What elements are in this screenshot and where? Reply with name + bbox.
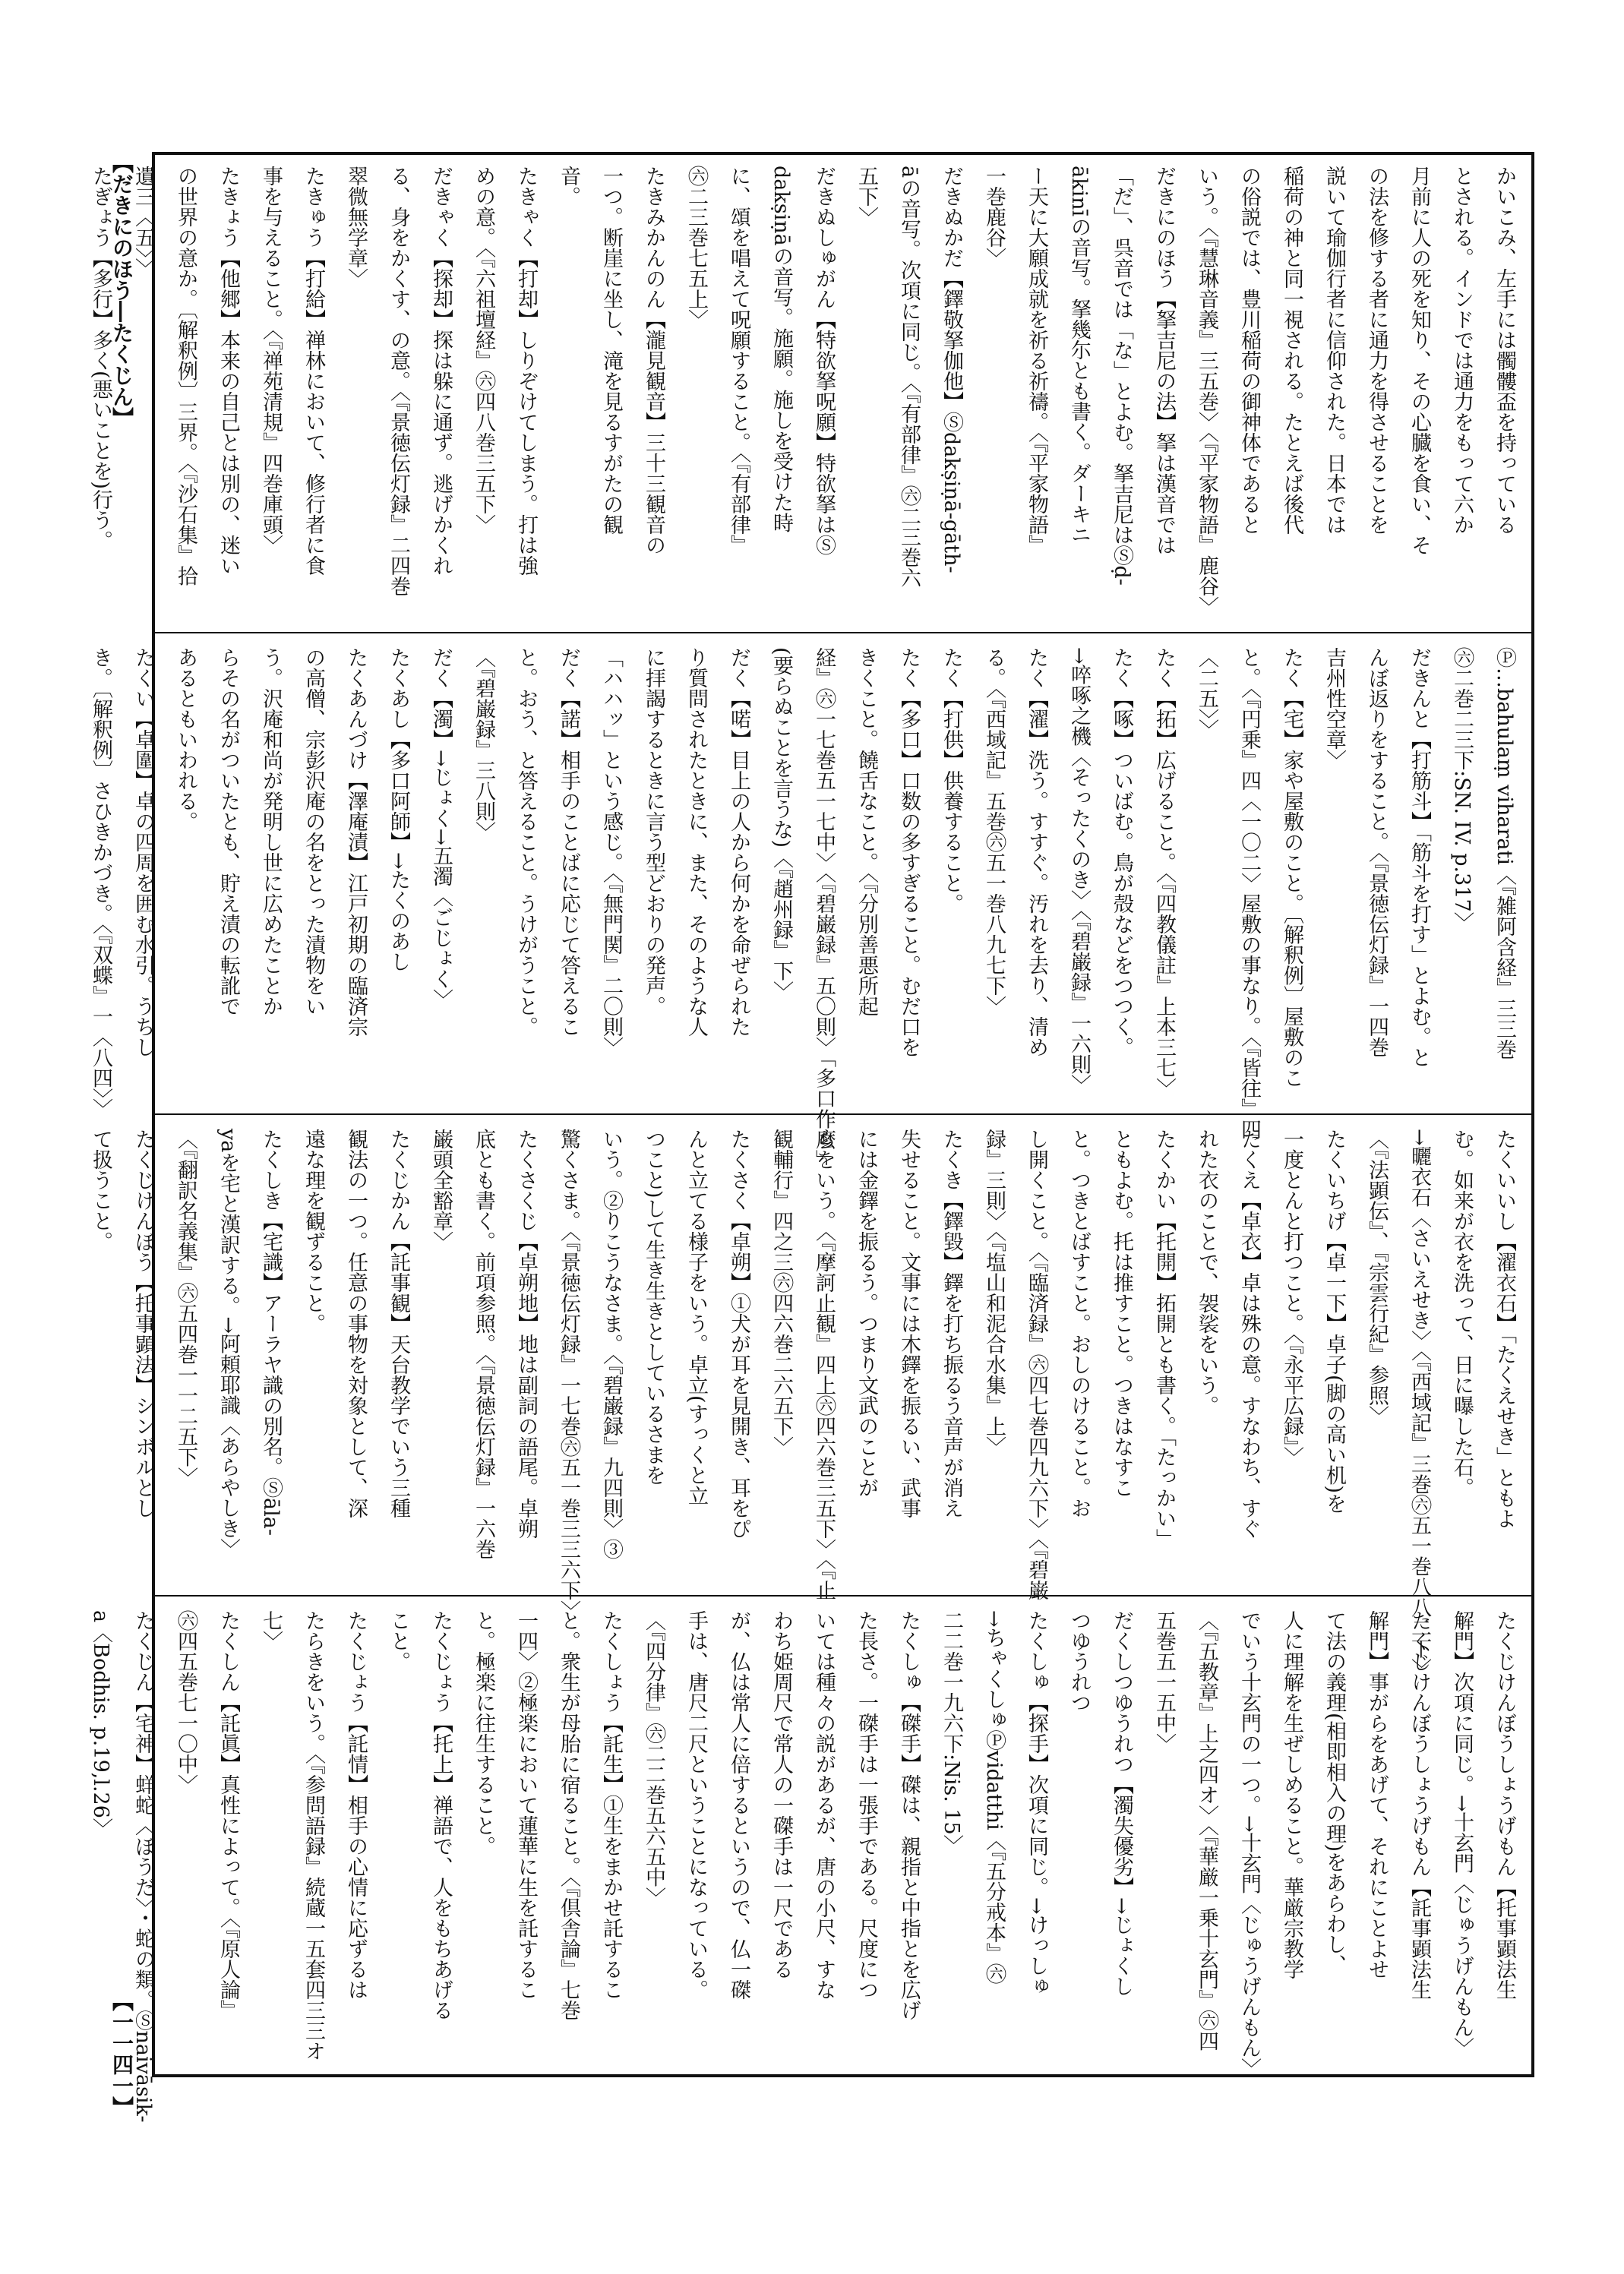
text-column: 「だ」、呉音では「な」とよむ。拏吉尼はⓈḍ- bbox=[1110, 166, 1133, 586]
text-column: dakṣiṇāの音写。施願。施しを受けた時 bbox=[769, 166, 793, 533]
text-column: たくいいし【濯衣石】「たくえせき」ともよ bbox=[1493, 1129, 1516, 1529]
text-column: 手は、唐尺二尺ということになっている。 bbox=[684, 1610, 708, 2000]
text-column: んと立てる様子をいう。卓立(すっくと立 bbox=[684, 1129, 708, 1506]
text-column: だく【諾】相手のことばに応じて答えるこ bbox=[557, 647, 580, 1037]
text-column: 底とも書く。前項参照。〈『景徳伝灯録』一六巻 bbox=[472, 1129, 495, 1559]
text-column: たくしゅ【探手】次項に同じ。→けっしゅ bbox=[1025, 1610, 1048, 1997]
text-column: 観法の一つ。任意の事物を対象として、深 bbox=[344, 1129, 368, 1518]
text-column: たくじん【宅神】蛘蛇〈ぼうだ〉・蛇の類。Ⓢnaivāsik- bbox=[131, 1610, 155, 2123]
text-column: 七〉 bbox=[259, 1610, 283, 1651]
page-number: 【一一四一】 bbox=[109, 1990, 134, 2118]
text-column: たく【拓】広げること。〈『四教儀註』上本三七〉 bbox=[1152, 647, 1176, 1098]
text-column: だく【喏】目上の人から何かを命ぜられた bbox=[727, 647, 750, 1037]
text-column: の法を修する者に通力を得させることを bbox=[1365, 166, 1389, 535]
text-column: →ちゃくしゅⓅvidatthi〈『五分戒本』㊅ bbox=[982, 1610, 1006, 1985]
text-column: 遺三〈五〉〉 bbox=[131, 166, 155, 279]
text-column: ākinīの音写。拏幾尓とも書く。ダーキニ bbox=[1067, 166, 1091, 545]
text-column: 失せること。文事には木鐸を振るい、武事 bbox=[897, 1129, 921, 1518]
text-column: つゆうれつ bbox=[1067, 1610, 1091, 1713]
text-column: こと。 bbox=[387, 1610, 410, 1672]
text-column: に拝謁するときに言う型どおりの発声。 bbox=[642, 647, 665, 1016]
running-header: 【だきにのほう―たくじん】 bbox=[109, 152, 134, 428]
text-column: いては種々の説があるが、唐の小尺、すな bbox=[812, 1610, 836, 2000]
text-column: とされる。インドでは通力をもって六か bbox=[1450, 166, 1474, 535]
text-column: 一度とんと打つこと。〈『永平広録』〉 bbox=[1280, 1129, 1303, 1467]
tier-divider bbox=[155, 632, 1531, 633]
text-column: めの意。〈『六祖壇経』㊅四八巻三五下〉 bbox=[472, 166, 495, 535]
text-column: たくあんづけ【澤庵漬】江戸初期の臨済宗 bbox=[344, 647, 368, 1037]
text-column: たくえ【卓衣】卓は殊の意。すなわち、すぐ bbox=[1237, 1129, 1261, 1539]
text-column: たくじょう【托上】禅語で、人をもちあげる bbox=[429, 1610, 453, 2020]
text-column: 稲荷の神と同一視される。たとえば後代 bbox=[1280, 166, 1303, 535]
text-column: たくい【卓圍】卓の四周を囲む水引。うちし bbox=[131, 647, 155, 1057]
text-column: 経』㊅一七巻五一七中〉〈『碧巌録』五〇則〉「多口作麼」 bbox=[812, 647, 836, 1170]
text-column: わち姫周尺で常人の一磔手は一尺である bbox=[769, 1610, 793, 1979]
text-column: だきんと【打筋斗】「筋斗を打す」とよむ。と bbox=[1408, 647, 1431, 1068]
text-column: と。つきとばすこと。おしのけること。お bbox=[1067, 1129, 1091, 1518]
text-column: たぎょう【多行】多く(悪いことを)行う。 bbox=[89, 166, 112, 551]
text-column: a〈Bodhis. p.19,l.26〉 bbox=[89, 1610, 112, 1839]
text-column: 録』三則〉〈『塩山和泥合水集』上〉 bbox=[982, 1129, 1006, 1457]
text-column: たくしょう【託生】①生をまかせ託するこ bbox=[599, 1610, 623, 2000]
text-column: た長さ。一磔手は一張手である。尺度につ bbox=[855, 1610, 878, 2000]
text-column: ともよむ。托は推すこと。つきはなすこ bbox=[1110, 1129, 1133, 1498]
tier-divider bbox=[155, 1595, 1531, 1597]
text-column: 翠微無学章〉 bbox=[344, 166, 368, 289]
text-column: たく【啄】ついばむ。鳥が殻などをつつく。 bbox=[1110, 647, 1133, 1057]
text-column: 〈『碧巌録』三八則〉 bbox=[472, 647, 495, 842]
text-column: 音。 bbox=[557, 166, 580, 207]
text-column: きくこと。饒舌なこと。〈『分別善悪所起 bbox=[855, 647, 878, 1016]
text-column: 月前に人の死を知り、その心臓を食い、そ bbox=[1408, 166, 1431, 555]
text-column: āの音写。次項に同じ。〈『有部律』㊅二三巻六 bbox=[897, 166, 921, 589]
text-column: たきゃく【打却】しりぞけてしまう。打は強 bbox=[514, 166, 538, 576]
text-column: いう。②りこうなさま。〈『碧巌録』九四則〉③ bbox=[599, 1129, 623, 1559]
text-column: 巌頭全豁章〉 bbox=[429, 1129, 453, 1252]
tier-divider bbox=[155, 1113, 1531, 1115]
text-column: て扱うこと。 bbox=[89, 1129, 112, 1252]
text-column: んぼ返りをすること。〈『景徳伝灯録』一四巻 bbox=[1365, 647, 1389, 1057]
text-column: らをいう。〈『摩訶止観』四上㊅四六巻三五下〉〈『止 bbox=[812, 1129, 836, 1600]
text-column: たくじかん【託事観】天台教学でいう三種 bbox=[387, 1129, 410, 1518]
text-column: かいこみ、左手には髑髏盃を持っている bbox=[1493, 166, 1516, 535]
text-column: たきゅう【打給】禅林において、修行者に食 bbox=[302, 166, 325, 576]
text-column: に、頌を唱えて呪願すること。〈『有部律』 bbox=[727, 166, 750, 555]
text-column: 説いて瑜伽行者に信仰された。日本では bbox=[1322, 166, 1346, 535]
text-column: る、身をかくす、の意。〈『景徳伝灯録』二四巻 bbox=[387, 166, 410, 596]
text-column: だくしつゆうれつ【濁失優劣】→じょくし bbox=[1110, 1610, 1133, 1997]
text-column: たくじけんぼう【托事顕法】シンボルとし bbox=[131, 1129, 155, 1518]
text-column: だきぬかだ【鐸敬拏伽他】Ⓢdakṣiṇā-gāth- bbox=[940, 166, 963, 573]
text-column: と。衆生が母胎に宿ること。〈『倶舎論』七巻 bbox=[557, 1610, 580, 2020]
text-column: には金鐸を振るう。つまり文武のことが bbox=[855, 1129, 878, 1498]
text-column: の高僧、宗彭沢庵の名をとった漬物をい bbox=[302, 647, 325, 1016]
text-column: たきょう【他郷】本来の自己とは別の、迷い bbox=[216, 166, 240, 576]
text-column: し開くこと。〈『臨済録』㊅四七巻四九六下〉〈『碧巌 bbox=[1025, 1129, 1048, 1600]
text-column: 吉州性空章〉 bbox=[1322, 647, 1346, 770]
text-column: の世界の意か。〔解釈例〕三界。〈『沙石集』拾 bbox=[174, 166, 197, 586]
text-column: 人に理解を生ぜしめること。華厳宗教学 bbox=[1280, 1610, 1303, 1979]
text-column: と。〈『円乗』四〈一〇二〉屋敷の事なり。〈『皆往』四 bbox=[1237, 647, 1261, 1139]
text-column: (要らぬことを言うな)〈『趙州録』下〉 bbox=[769, 647, 793, 1002]
text-column: 五下〉 bbox=[855, 166, 878, 227]
text-column: ㊅四五巻七一〇中〉 bbox=[174, 1610, 197, 1795]
text-column: →曬衣石〈さいえせき〉〈『西域記』三巻㊅五一巻八八二下〉 bbox=[1408, 1129, 1431, 1679]
text-column: yaを宅と漢訳する。→阿頼耶識〈あらやしき〉 bbox=[216, 1129, 240, 1559]
text-column: だきにのほう【拏吉尼の法】拏は漢音では bbox=[1152, 166, 1176, 555]
text-column: て法の義理(相即相入の理)をあらわし、 bbox=[1322, 1610, 1346, 1976]
text-column: り質問されたときに、また、そのような人 bbox=[684, 647, 708, 1037]
text-column: たらきをいう。〈『参問語録』続蔵一五套四三三オ bbox=[302, 1610, 325, 2061]
text-column: たくじょう【託情】相手の心情に応ずるは bbox=[344, 1610, 368, 2000]
text-column: でいう十玄門の一つ。→十玄門〈じゅうげんもん〉 bbox=[1237, 1610, 1261, 2079]
text-column: 一巻鹿谷〉 bbox=[982, 166, 1006, 268]
text-column: 遠な理を観ずること。 bbox=[302, 1129, 325, 1334]
text-column: 一つ。断崖に坐し、滝を見るすがたの観 bbox=[599, 166, 623, 535]
text-column: 〈『四分律』㊅二二巻五六五中〉 bbox=[642, 1610, 665, 1908]
text-column: たく【宅】家や屋敷のこと。〔解釈例〕屋敷のこ bbox=[1280, 647, 1303, 1088]
text-column: だきゃく【探却】探は躲に通ず。逃げかくれ bbox=[429, 166, 453, 576]
text-column: 解門】事がらをあげて、それにことよせ bbox=[1365, 1610, 1389, 1979]
text-column: つこと)して生き生きとしているさまを bbox=[642, 1129, 665, 1486]
text-column: Ⓟ…bahulaṃ viharati〈『雑阿含経』三三巻 bbox=[1493, 647, 1516, 1060]
text-column: 観輔行』四之三㊅四六巻二六五下〉 bbox=[769, 1129, 793, 1457]
text-column: たくしき【宅識】アーラヤ識の別名。Ⓢāla- bbox=[259, 1129, 283, 1536]
text-column: が、仏は常人に倍するというので、仏一磔 bbox=[727, 1610, 750, 2000]
text-column: たくき【鐸毀】鐸を打ち振るう音声が消え bbox=[940, 1129, 963, 1518]
text-column: 〈『五教章』上之四オ〉〈『華厳一乗十玄門』㊅四 bbox=[1195, 1610, 1218, 2051]
text-column: 事を与えること。〈『禅苑清規』四巻庫頭〉 bbox=[259, 166, 283, 555]
text-column: たくしん【託眞】真性によって。〈『原人論』 bbox=[216, 1610, 240, 2020]
text-column: たきみかんのん【瀧見観音】三十三観音の bbox=[642, 166, 665, 555]
text-column: たくさく【卓朔】①犬が耳を見開き、耳をぴ bbox=[727, 1129, 750, 1539]
text-column: たくさくじ【卓朔地】地は副詞の語尾。卓朔 bbox=[514, 1129, 538, 1539]
text-column: ㊅二巻二三下:SN. IV. p.317〉 bbox=[1450, 647, 1474, 933]
text-column: →啐啄之機〈そったくのき〉〈『碧巌録』一六則〉 bbox=[1067, 647, 1091, 1095]
text-column: だきぬしゅがん【特欲拏呪願】特欲拏はⓈ bbox=[812, 166, 836, 555]
tier-2 bbox=[89, 647, 1525, 1170]
text-column: 〈『翻訳名義集』㊅五四巻一一二五下〉 bbox=[174, 1129, 197, 1488]
text-column: れた衣のことで、袈裟をいう。 bbox=[1195, 1129, 1218, 1416]
text-column: らその名がついたとも、貯え漬の転訛で bbox=[216, 647, 240, 1016]
text-column: たくかい【托開】拓開とも書く。「たっかい」 bbox=[1152, 1129, 1176, 1549]
text-column: き。〔解釈例〕さひきかづき。〈『双蝶』一〈八四〉〉 bbox=[89, 647, 112, 1119]
text-column: たく【濯】洗う。すすぐ。汚れを去り、清め bbox=[1025, 647, 1048, 1057]
text-column: あるともいわれる。 bbox=[174, 647, 197, 832]
text-column: う。沢庵和尚が発明し世に広めたことか bbox=[259, 647, 283, 1016]
text-column: む。如来が衣を洗って、日に曝した石。 bbox=[1450, 1129, 1474, 1498]
text-column: 解門】次項に同じ。→十玄門〈じゅうげんもん〉 bbox=[1450, 1610, 1474, 2058]
text-column: たくあし【多口阿師】→たくのあし bbox=[387, 647, 410, 972]
text-column: ー天に大願成就を祈る祈禱。〈『平家物語』 bbox=[1025, 166, 1048, 555]
text-column: 二二巻一九六下:Nis. 15〉 bbox=[940, 1610, 963, 1856]
text-column: 驚くさま。〈『景徳伝灯録』一七巻㊅五一巻三三六下〉 bbox=[557, 1129, 580, 1621]
text-column: 「ハハッ」という感じ。〈『無門関』二〇則〉 bbox=[599, 647, 623, 1057]
text-column: ㊅二三巻七五上〉 bbox=[684, 166, 708, 330]
text-column: 〈二五〉〉 bbox=[1195, 647, 1218, 740]
text-column: る。〈『西域記』五巻㊅五一巻八九七下〉 bbox=[982, 647, 1006, 1016]
text-column: 一四〉②極楽において蓮華に生を託するこ bbox=[514, 1610, 538, 2000]
text-column: たくじけんぼうしょうげもん【托事顕法生 bbox=[1493, 1610, 1516, 2000]
text-column: 五巻五一五中〉 bbox=[1152, 1610, 1176, 1754]
text-column: 〈『法顕伝』、『宗雲行紀』参照〉 bbox=[1365, 1129, 1389, 1426]
text-column: たくじけんぼうしょうげもん【託事顕法生 bbox=[1408, 1610, 1431, 2000]
text-column: たく【打供】供養すること。 bbox=[940, 647, 963, 914]
text-column: たく【多口】口数の多すぎること。むだ口を bbox=[897, 647, 921, 1057]
text-column: たくしゅ【磔手】磔は、親指と中指とを広げ bbox=[897, 1610, 921, 2020]
text-column: と。おう、と答えること。うけがうこと。 bbox=[514, 647, 538, 1037]
text-column: だく【濁】→じょく→五濁〈ごじょく〉 bbox=[429, 647, 453, 1010]
text-column: いう。〈『慧琳音義』三五巻〉〈『平家物語』鹿谷〉 bbox=[1195, 166, 1218, 617]
text-column: と。極楽に往生すること。 bbox=[472, 1610, 495, 1856]
text-column: の俗説では、豊川稲荷の御神体であると bbox=[1237, 166, 1261, 535]
text-column: たくいちげ【卓一下】卓子(脚の高い机)を bbox=[1322, 1129, 1346, 1514]
